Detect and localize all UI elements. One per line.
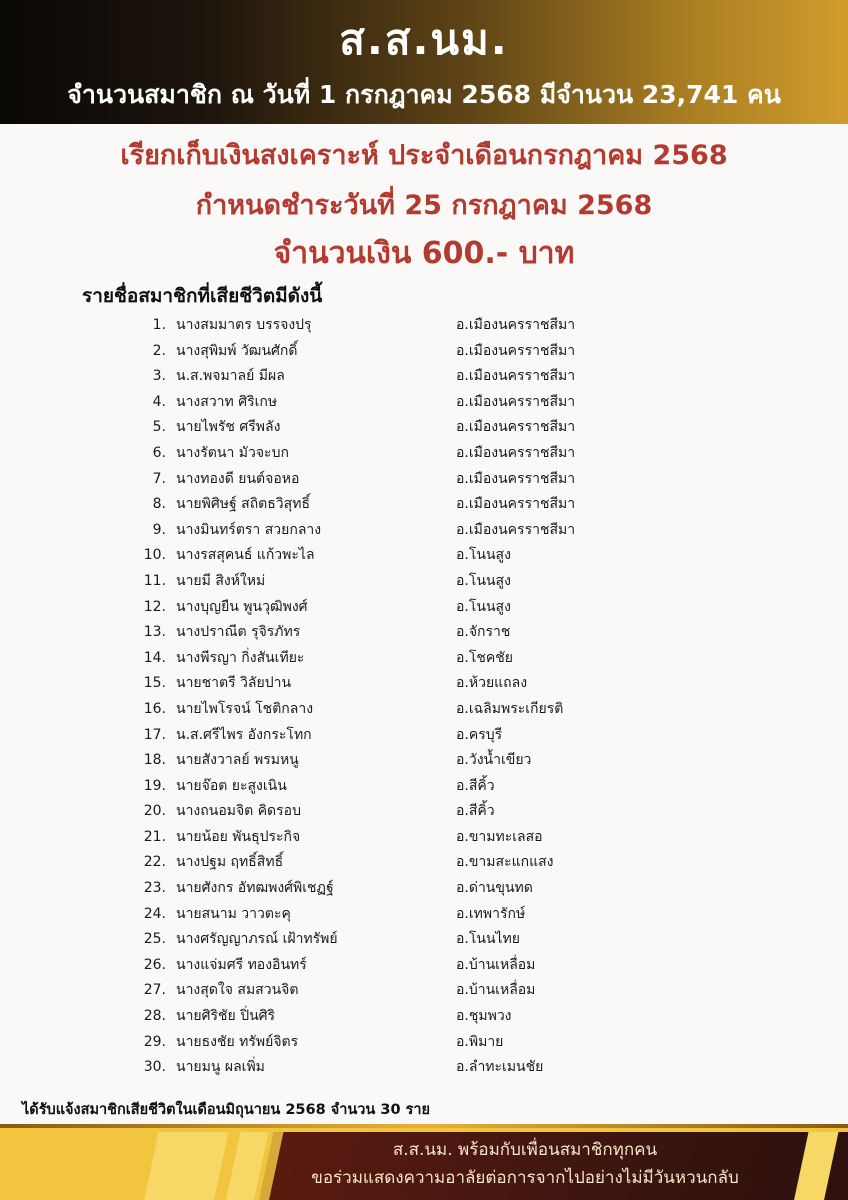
member-name: นางรัตนา มัวจะบก: [176, 444, 289, 461]
member-number: 29.: [143, 1033, 166, 1050]
member-district: อ.เมืองนครราชสีมา: [456, 496, 576, 513]
list-item: [0, 953, 848, 979]
collection-notice: เรียกเก็บเงินสงเคราะห์ ประจำเดือนกรกฎาคม 2568: [120, 140, 728, 171]
member-name: นางพีรญา กิ่งสันเทียะ: [176, 649, 305, 666]
list-item: [0, 646, 848, 672]
member-district: อ.เทพารักษ์: [456, 905, 526, 922]
list-item: [0, 799, 848, 825]
banner-stripe: [141, 1132, 228, 1200]
member-name: นายสนาม วาวตะคุ: [176, 905, 291, 922]
member-district: อ.วังน้ำเขียว: [456, 752, 532, 769]
member-number: 24.: [143, 905, 166, 922]
member-number: 21.: [143, 828, 166, 845]
member-district: อ.ขามทะเลสอ: [456, 828, 543, 845]
member-name: นางปราณีต รุจิรภัทร: [176, 624, 301, 641]
list-item: [0, 723, 848, 749]
condolence-line-2: ขอร่วมแสดงความอาลัยต่อการจากไปอย่างไม่มีวันหวนกลับ: [311, 1168, 739, 1188]
member-number: 1.: [152, 317, 166, 333]
member-name: นางบุญยืน พูนวุฒิพงศ์: [176, 598, 308, 615]
list-item: [0, 671, 848, 697]
deceased-list-title: รายชื่อสมาชิกที่เสียชีวิตมีดังนี้: [82, 285, 323, 307]
list-item: [0, 467, 848, 493]
list-item: [0, 825, 848, 851]
list-item: [0, 1030, 848, 1056]
member-number: 27.: [143, 982, 166, 999]
condolence-line-1: ส.ส.นม. พร้อมกับเพื่อนสมาชิกทุกคน: [392, 1140, 658, 1160]
member-district: อ.โนนสูง: [456, 547, 511, 564]
list-item: [0, 978, 848, 1004]
list-item: [0, 390, 848, 416]
member-district: อ.จักราช: [456, 624, 511, 641]
list-item: [0, 697, 848, 723]
member-name: นางปฐม ฤทธิ์สิทธิ์: [176, 854, 284, 871]
member-number: 28.: [143, 1008, 166, 1025]
member-district: อ.สีคิ้ว: [456, 777, 495, 794]
member-district: อ.เมืองนครราชสีมา: [456, 368, 576, 385]
member-number: 14.: [143, 649, 166, 666]
list-item: [0, 313, 848, 339]
member-name: นายมนู ผลเพิ่ม: [176, 1059, 265, 1076]
member-district: อ.ลำทะเมนชัย: [456, 1059, 544, 1076]
member-number: 20.: [143, 803, 166, 820]
member-number: 13.: [143, 624, 166, 641]
member-number: 16.: [143, 700, 166, 717]
member-name: นายศิริชัย ปิ่นศิริ: [176, 1008, 276, 1025]
member-district: อ.โนนสูง: [456, 598, 511, 615]
member-district: อ.โนนไทย: [456, 931, 520, 948]
list-item: [0, 595, 848, 621]
member-name: นายไพรัช ศรีพลัง: [176, 419, 281, 436]
member-district: อ.เฉลิมพระเกียรติ: [456, 700, 564, 717]
member-number: 22.: [143, 854, 166, 871]
member-district: อ.สีคิ้ว: [456, 803, 495, 820]
member-name: น.ส.พจมาลย์ มีผล: [176, 368, 285, 385]
member-name: นางสวาท ศิริเกษ: [176, 393, 278, 410]
member-name: นายไพโรจน์ โชติกลาง: [176, 700, 314, 717]
footer-note: ได้รับแจ้งสมาชิกเสียชีวิตในเดือนมิถุนายน 2568 จำนวน 30 ราย: [22, 1102, 431, 1118]
member-number: 9.: [152, 521, 166, 538]
list-item: [0, 774, 848, 800]
member-number: 19.: [143, 777, 166, 794]
member-number: 25.: [143, 931, 166, 948]
member-name: นางสุดใจ สมสวนจิต: [176, 982, 299, 999]
member-district: อ.บ้านเหลื่อม: [456, 956, 536, 973]
member-name: นายพิศิษฐ์ สถิตธวิสุทธิ์: [176, 496, 310, 513]
member-district: อ.ด่านขุนทด: [456, 880, 533, 897]
member-number: 8.: [152, 496, 166, 513]
member-name: นางถนอมจิต คิดรอบ: [176, 803, 301, 820]
member-name: นายมี สิงห์ใหม่: [176, 572, 266, 589]
member-number: 7.: [152, 470, 166, 487]
member-count-line: จำนวนสมาชิก ณ วันที่ 1 กรกฎาคม 2568 มีจำนวน 23,741 คน: [67, 80, 781, 109]
member-district: อ.ชุมพวง: [456, 1008, 512, 1025]
list-item: [0, 415, 848, 441]
member-number: 30.: [143, 1059, 166, 1076]
list-item: [0, 1004, 848, 1030]
banner-gold-line: [0, 1124, 848, 1128]
member-district: อ.เมืองนครราชสีมา: [456, 317, 576, 333]
header-bar: [0, 0, 848, 124]
member-name: นายสังวาลย์ พรมหนู: [176, 752, 299, 769]
condolence-banner: [0, 1124, 848, 1200]
member-district: อ.ห้วยแถลง: [456, 675, 528, 692]
member-number: 3.: [152, 368, 166, 385]
list-item: [0, 620, 848, 646]
list-item: [0, 492, 848, 518]
org-title: ส.ส.นม.: [339, 15, 509, 64]
member-district: อ.ครบุรี: [456, 726, 503, 743]
member-number: 17.: [143, 726, 166, 743]
member-name: นายน้อย พันธุประกิจ: [176, 828, 301, 845]
deceased-list: [0, 313, 848, 1081]
member-name: นางศรัญญาภรณ์ เฝ้าทรัพย์: [176, 931, 338, 948]
member-name: นางทองดี ยนต์จอหอ: [176, 470, 300, 487]
list-item: [0, 518, 848, 544]
due-date-notice: กำหนดชำระวันที่ 25 กรกฎาคม 2568: [195, 190, 653, 221]
member-number: 26.: [143, 956, 166, 973]
member-name: นางแจ่มศรี ทองอินทร์: [176, 956, 307, 973]
member-name: นายศังกร อัทฒพงศ์พิเชฏฐ์: [176, 880, 334, 897]
list-item: [0, 543, 848, 569]
member-name: นายธงชัย ทรัพย์จิตร: [176, 1033, 299, 1050]
member-district: อ.เมืองนครราชสีมา: [456, 393, 576, 410]
member-district: อ.โนนสูง: [456, 572, 511, 589]
member-number: 2.: [152, 342, 166, 359]
member-number: 6.: [152, 444, 166, 461]
member-name: นายชาตรี วิลัยปาน: [176, 675, 292, 692]
condolence-text: [280, 1136, 770, 1192]
member-district: อ.พิมาย: [456, 1033, 504, 1050]
member-number: 23.: [143, 880, 166, 897]
list-item: [0, 339, 848, 365]
member-district: อ.เมืองนครราชสีมา: [456, 444, 576, 461]
member-district: อ.ขามสะแกแสง: [456, 854, 554, 871]
list-item: [0, 902, 848, 928]
list-item: [0, 441, 848, 467]
member-number: 5.: [152, 419, 166, 436]
member-name: นางสมมาตร บรรจงปรุ: [176, 317, 312, 333]
member-number: 11.: [143, 572, 166, 589]
member-number: 4.: [152, 393, 166, 410]
member-district: อ.เมืองนครราชสีมา: [456, 342, 576, 359]
member-name: นางสุพิมพ์ วัฒนศักดิ์: [176, 342, 298, 359]
member-district: อ.เมืองนครราชสีมา: [456, 521, 576, 538]
list-item: [0, 364, 848, 390]
member-name: น.ส.ศรีไพร อังกระโทก: [176, 726, 312, 743]
list-item: [0, 748, 848, 774]
list-item: [0, 569, 848, 595]
member-district: อ.เมืองนครราชสีมา: [456, 419, 576, 436]
amount-notice: จำนวนเงิน 600.- บาท: [273, 236, 575, 271]
member-number: 10.: [143, 547, 166, 564]
member-district: อ.บ้านเหลื่อม: [456, 982, 536, 999]
member-number: 18.: [143, 752, 166, 769]
list-item: [0, 927, 848, 953]
member-number: 12.: [143, 598, 166, 615]
list-item: [0, 1055, 848, 1081]
list-item: [0, 876, 848, 902]
member-name: นางรสสุคนธ์ แก้วพะไล: [176, 547, 315, 564]
member-name: นายจ๊อต ยะสูงเนิน: [176, 777, 287, 794]
member-district: อ.โชคชัย: [456, 649, 513, 666]
member-number: 15.: [143, 675, 166, 692]
member-name: นางมินทร์ตรา สวยกลาง: [176, 521, 322, 538]
member-district: อ.เมืองนครราชสีมา: [456, 470, 576, 487]
list-item: [0, 850, 848, 876]
